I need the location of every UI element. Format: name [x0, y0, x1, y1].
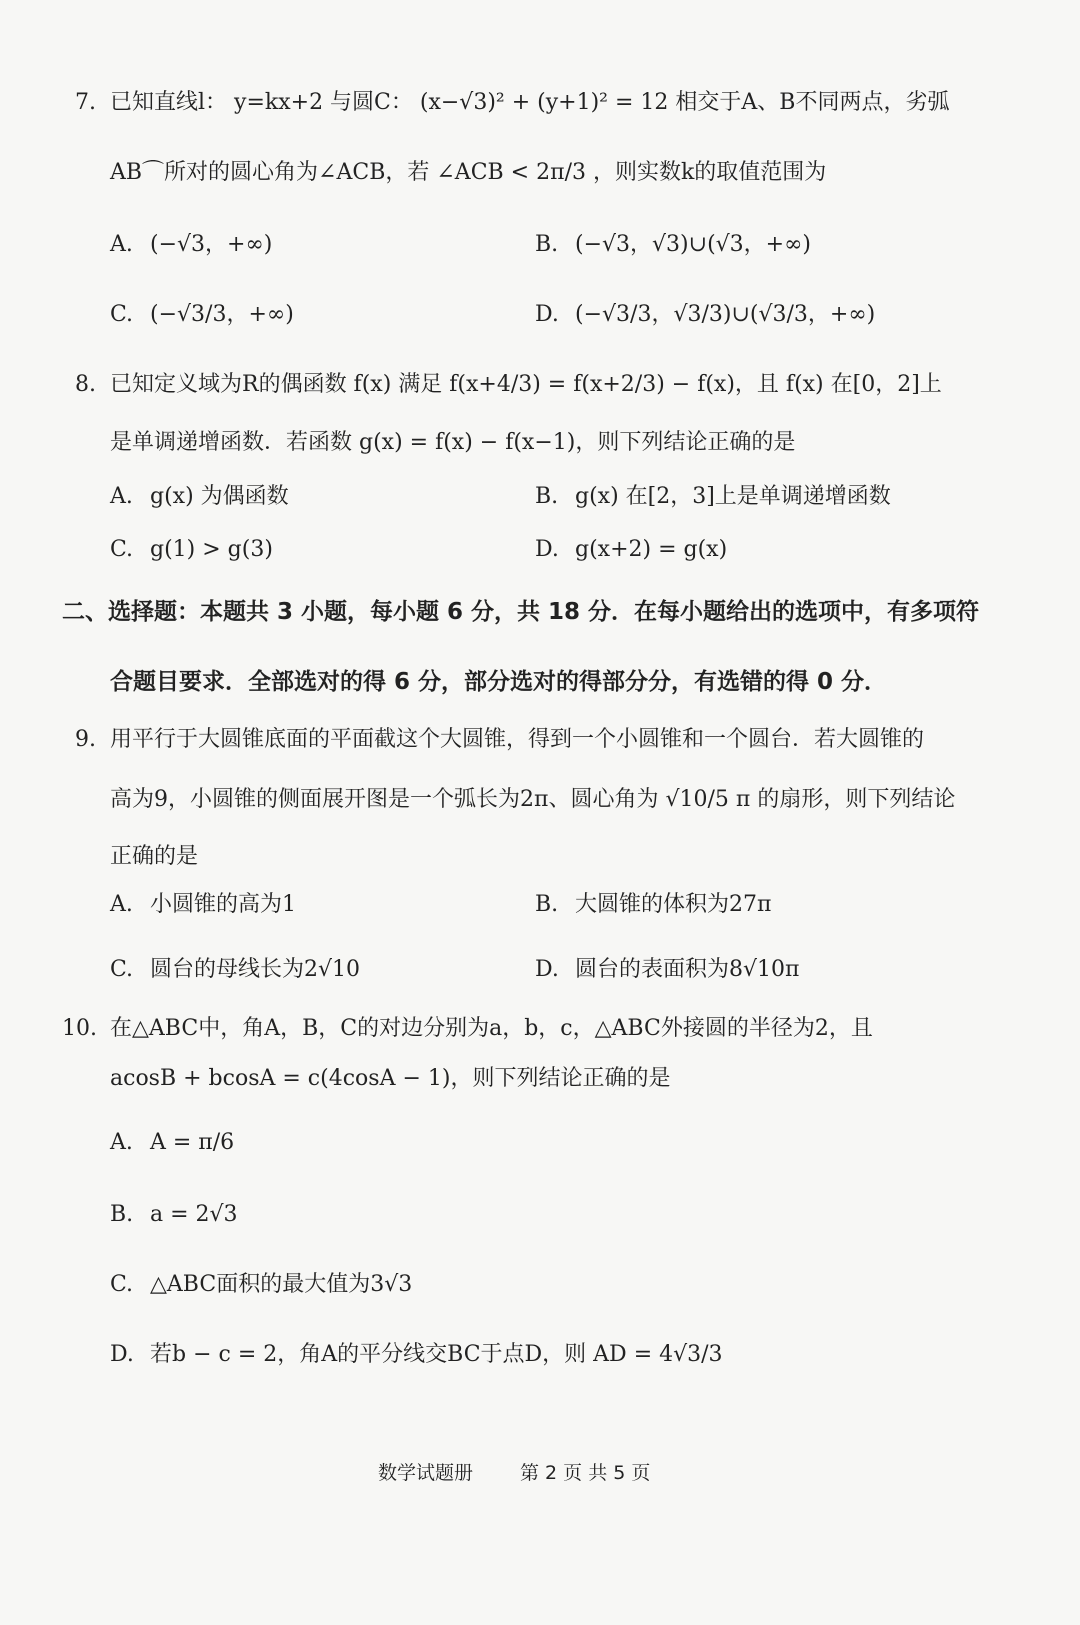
section2-heading-line1: 二、选择题：本题共 3 小题，每小题 6 分，共 18 分．在每小题给出的选项中，有多项符: [62, 599, 980, 625]
q9-option-d-label: D.: [535, 957, 559, 982]
q10-option-a-text: A = π/6: [150, 1130, 235, 1155]
q8-number: 8.: [75, 372, 96, 397]
q8-option-c-label: C.: [110, 537, 134, 562]
q7-option-b: [535, 230, 811, 260]
q7-option-d-text: (−√3/3，√3/3)∪(√3/3，+∞): [575, 302, 876, 327]
q10-option-b: [110, 1200, 238, 1230]
q8-option-b: [535, 482, 891, 512]
q10-number: 10.: [62, 1016, 97, 1041]
q9-option-d-text: 圆台的表面积为8√10π: [575, 957, 800, 982]
q9-option-d: [535, 955, 799, 985]
q9-option-c-text: 圆台的母线长为2√10: [150, 957, 361, 982]
q9-option-b-label: B.: [535, 892, 559, 917]
q7-option-b-text: (−√3，√3)∪(√3，+∞): [575, 232, 812, 257]
q8-option-b-text: g(x) 在[2，3]上是单调递增函数: [575, 484, 891, 509]
q8-option-a-label: A.: [110, 484, 133, 509]
q9-option-a-text: 小圆锥的高为1: [150, 892, 296, 917]
q8-option-b-label: B.: [535, 484, 559, 509]
q7-option-c-label: C.: [110, 302, 134, 327]
footer-book-title: 数学试题册: [378, 1462, 474, 1484]
footer-page-number: 第 2 页 共 5 页: [520, 1462, 651, 1484]
q10-option-a-label: A.: [110, 1130, 133, 1155]
q7-option-a-text: (−√3，+∞): [150, 232, 273, 257]
q10-line1: 在△ABC中，角A，B，C的对边分别为a，b，c，△ABC外接圆的半径为2，且: [110, 1016, 873, 1041]
q8-option-d-label: D.: [535, 537, 559, 562]
q10-option-b-text: a = 2√3: [150, 1202, 238, 1227]
q9-option-a: [110, 890, 296, 920]
q10-option-c-label: C.: [110, 1272, 134, 1297]
q9-option-a-label: A.: [110, 892, 133, 917]
q9-option-b-text: 大圆锥的体积为27π: [575, 892, 772, 917]
q8-line1: 已知定义域为R的偶函数 f(x) 满足 f(x+4/3) = f(x+2/3) − f(x)，且 f(x) 在[0，2]上: [110, 372, 942, 397]
q9-option-c-label: C.: [110, 957, 134, 982]
q10-option-d: [110, 1340, 723, 1370]
q10-option-c-text: △ABC面积的最大值为3√3: [150, 1272, 413, 1297]
q7-option-c-text: (−√3/3，+∞): [150, 302, 294, 327]
q9-option-c: [110, 955, 360, 985]
section2-heading-line2: 合题目要求．全部选对的得 6 分，部分选对的得部分分，有选错的得 0 分．: [110, 669, 888, 695]
q8-option-c-text: g(1) > g(3): [150, 537, 273, 562]
q10-option-d-text: 若b − c = 2，角A的平分线交BC于点D，则 AD = 4√3/3: [150, 1342, 723, 1367]
q8-option-c: [110, 535, 273, 565]
q10-option-c: [110, 1270, 412, 1300]
q8-option-a-text: g(x) 为偶函数: [150, 484, 289, 509]
q7-line1: 已知直线l： y=kx+2 与圆C： (x−√3)² + (y+1)² = 12 相交于A、B不同两点，劣弧: [110, 90, 950, 115]
q7-number: 7.: [75, 90, 96, 115]
q7-line2: AB⌒所对的圆心角为∠ACB，若 ∠ACB < 2π/3 ，则实数k的取值范围为: [110, 160, 827, 185]
q9-option-b: [535, 890, 771, 920]
q9-number: 9.: [75, 727, 96, 752]
q7-option-d-label: D.: [535, 302, 559, 327]
q9-line3: 正确的是: [110, 844, 199, 869]
q9-line2: 高为9，小圆锥的侧面展开图是一个弧长为2π、圆心角为 √10/5 π 的扇形，则下列结论: [110, 787, 956, 812]
q10-option-d-label: D.: [110, 1342, 134, 1367]
q8-option-a: [110, 482, 289, 512]
q7-option-a-label: A.: [110, 232, 133, 257]
q7-option-a: [110, 230, 272, 260]
q10-option-a: [110, 1128, 234, 1158]
q7-option-b-label: B.: [535, 232, 559, 257]
q8-option-d: [535, 535, 727, 565]
q7-option-d: [535, 300, 875, 330]
q7-option-c: [110, 300, 294, 330]
q9-line1: 用平行于大圆锥底面的平面截这个大圆锥，得到一个小圆锥和一个圆台．若大圆锥的: [110, 727, 925, 752]
q10-option-b-label: B.: [110, 1202, 134, 1227]
q8-option-d-text: g(x+2) = g(x): [575, 537, 728, 562]
q8-line2: 是单调递增函数．若函数 g(x) = f(x) − f(x−1)，则下列结论正确的是: [110, 430, 796, 455]
q10-line2: acosB + bcosA = c(4cosA − 1)，则下列结论正确的是: [110, 1066, 671, 1091]
